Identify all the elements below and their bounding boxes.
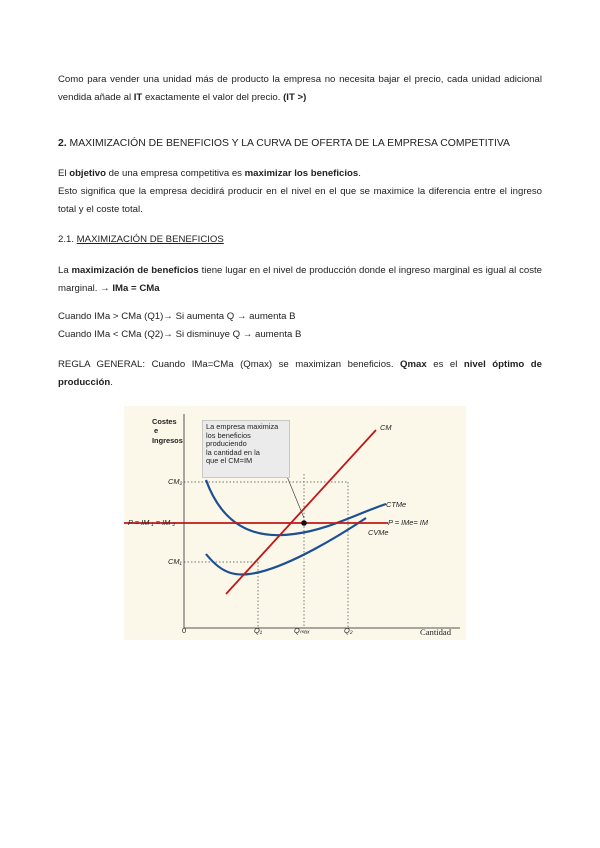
rule-line-1: Cuando IMa > CMa (Q1)→ Si aumenta Q → aumenta B <box>58 311 296 322</box>
objective-paragraph <box>58 165 542 219</box>
maximization-paragraph <box>58 262 542 298</box>
callout-line-2: los beneficios <box>206 430 251 440</box>
max-bold-1: maximización de beneficios <box>71 265 199 276</box>
intro-text-2: exactamente el valor del precio. <box>142 92 284 103</box>
label-price: P = IM ₁ = IM ₂ <box>128 518 176 527</box>
rule-line-2: Cuando IMa < CMa (Q2)→ Si disminuye Q → aumenta B <box>58 329 302 340</box>
callout-line-1: La empresa maximiza <box>206 422 279 431</box>
y-title-line-3: Ingresos <box>152 435 183 445</box>
profit-max-figure <box>124 406 466 640</box>
callout-box <box>202 420 290 478</box>
label-origin: 0 <box>182 626 187 635</box>
label-cantidad: Cantidad <box>420 627 452 637</box>
obj-text-2: de una empresa competitiva es <box>105 168 245 179</box>
callout-line-5: que el CM=IM <box>206 456 253 466</box>
intro-paragraph <box>58 71 542 107</box>
obj-text-3: . <box>358 168 361 179</box>
label-cm1: CM₁ <box>168 557 182 566</box>
general-rule-paragraph <box>58 356 542 392</box>
regla-bold-qmax: Qmax <box>400 359 427 370</box>
regla-text-3: . <box>110 377 113 388</box>
callout-line-4: la cantidad en la <box>206 447 260 457</box>
y-title-line-2: e <box>154 426 159 436</box>
subsection-heading <box>58 231 542 249</box>
regla-text-1: REGLA GENERAL: Cuando IMa=CMa (Qmax) se maximizan beneficios. <box>58 359 401 370</box>
intro-bold-it-up: (IT >) <box>283 92 307 103</box>
label-q1: Q₁ <box>254 626 263 635</box>
section-title: MAXIMIZACIÓN DE BENEFICIOS Y LA CURVA DE OFERTA DE LA EMPRESA COMPETITIVA <box>66 138 510 149</box>
subsection-title: MAXIMIZACIÓN DE BENEFICIOS <box>76 234 224 245</box>
obj-text-1: El <box>58 168 70 179</box>
label-cm2: CM₂ <box>168 477 183 486</box>
obj-line-2: Esto significa que la empresa decidirá producir en el nivel en el que se maximice la diferencia entre el ingreso total y el coste total. <box>58 186 542 215</box>
regla-bold-nivel: nivel óptimo de producción <box>58 359 542 388</box>
regla-text-2: es el <box>426 359 464 370</box>
callout-line-3: produciendo <box>206 439 247 449</box>
max-bold-formula: IMa = CMa <box>112 283 160 294</box>
y-axis-title <box>152 417 183 445</box>
intro-bold-it: IT <box>133 92 143 103</box>
ctme-curve <box>206 480 386 535</box>
obj-bold-objetivo: objetivo <box>69 168 106 179</box>
y-title-line-1: Costes <box>152 417 177 426</box>
rules-paragraph <box>58 308 542 344</box>
max-text-2: tiene lugar en el nivel de producción donde el ingreso marginal es igual al coste marginal. → <box>58 265 543 294</box>
label-cvme-curve: CVMe <box>368 528 389 537</box>
section-number: 2. <box>58 138 67 149</box>
cvme-curve <box>206 518 366 575</box>
label-cm-curve: CM <box>380 423 392 432</box>
equilibrium-point <box>301 520 307 526</box>
obj-bold-maximizar: maximizar los beneficios <box>244 168 359 179</box>
label-q2: Q₂ <box>344 626 353 635</box>
label-demand-curve: P = IMe= IM <box>388 518 428 527</box>
intro-text-1: Como para vender una unidad más de producto la empresa no necesita bajar el precio, cada unidad adicional vendida añade al <box>58 74 542 103</box>
section-heading <box>58 135 542 153</box>
label-qmax: Qₘₐₓ <box>294 626 310 635</box>
max-text-1: La <box>58 265 72 276</box>
subsection-number: 2.1. <box>58 234 77 245</box>
label-ctme-curve: CTMe <box>386 500 407 509</box>
